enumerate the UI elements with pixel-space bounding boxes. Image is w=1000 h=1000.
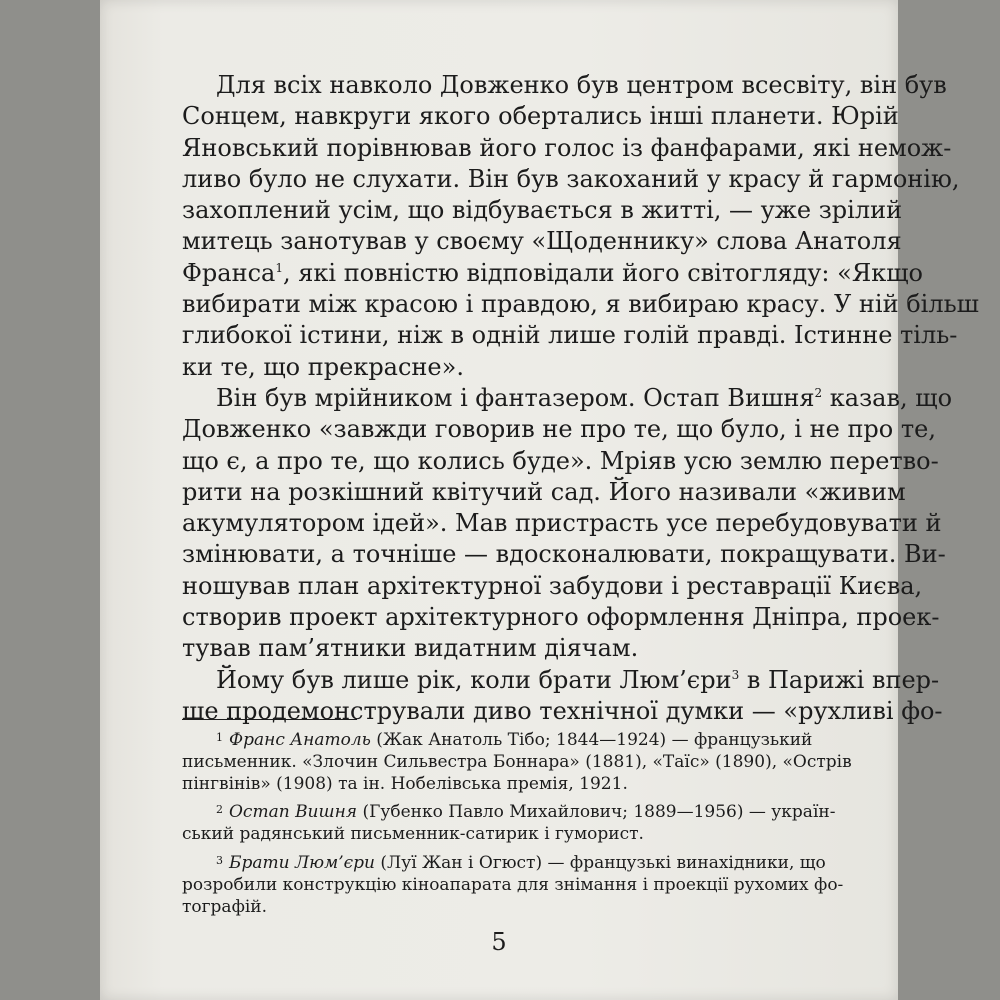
text-line: тував пам’ятники видатним діячам.: [182, 634, 639, 663]
footnote-ref-1[interactable]: 1: [275, 260, 283, 275]
text-line: глибокої істини, ніж в одній лише голій правді. Істинне тіль-: [182, 321, 958, 350]
footnote-line: [182, 727, 813, 752]
footnote-text: (Жак Анатоль Тібо; 1844—1924) — французький: [370, 730, 813, 750]
footnote-line: пінгвінів» (1908) та ін. Нобелівська премія, 1921.: [182, 773, 628, 794]
page-number: 5: [491, 928, 507, 956]
text-line: змінювати, а точніше — вдосконалювати, покращувати. Ви-: [182, 540, 946, 569]
text-line: [182, 665, 940, 696]
footnote-number: 1: [216, 731, 223, 744]
text-fragment: Він був мрійником і фантазером. Остап Вишня: [216, 383, 815, 412]
footnote-line: тографій.: [182, 896, 268, 917]
text-line: митець занотував у своєму «Щоденнику» слова Анатоля: [182, 227, 902, 256]
footnote-number: 3: [216, 853, 223, 867]
text-line: захоплений усім, що відбувається в житті, — уже зрілий: [182, 196, 903, 225]
text-fragment: Йому був лише рік, коли брати Люм’єри: [216, 665, 732, 694]
footnote-line: [182, 799, 836, 824]
footnote-text: (Луї Жан і Огюст) — французькі винахідники, що: [375, 852, 826, 873]
footnote-line: [182, 850, 826, 875]
text-line: Сонцем, навкруги якого обертались інші планети. Юрій: [182, 102, 899, 131]
text-line: рити на розкішний квітучий сад. Його називали «живим: [182, 477, 906, 506]
footnote-text: (Губенко Павло Михайлович; 1889—1956) — україн-: [357, 802, 836, 823]
text-line: що є, а про те, що колись буде». Мріяв усю землю перетво-: [182, 446, 939, 475]
footnote-3: [182, 850, 844, 918]
text-line: [182, 258, 923, 289]
text-line: вибирати між красою і правдою, я вибираю красу. У ній більш: [182, 290, 979, 319]
text-line: Довженко «завжди говорив не про те, що було, і не про те,: [182, 415, 936, 444]
footnote-name: Остап Вишня: [229, 802, 358, 823]
main-text: [182, 70, 979, 727]
text-line: ношував план архітектурної забудови і реставрації Києва,: [182, 571, 923, 600]
text-fragment: в Парижі впер-: [739, 665, 940, 694]
footnote-line: письменник. «Злочин Сильвестра Боннара» (1881), «Таїс» (1890), «Острів: [182, 751, 852, 772]
footnote-divider: [182, 719, 357, 720]
footnotes: [182, 727, 852, 922]
footnote-ref-3[interactable]: 3: [731, 667, 740, 682]
text-line: ше продемонстрували диво технічної думки — «рухливі фо-: [182, 696, 943, 725]
footnote-name: Франс Анатоль: [229, 730, 371, 750]
footnote-number: 2: [216, 803, 223, 817]
footnote-ref-2[interactable]: 2: [814, 385, 823, 400]
footnote-1: [182, 727, 852, 795]
footnote-line: ський радянський письменник-сатирик і гуморист.: [182, 824, 644, 845]
text-line: ливо було не слухати. Він був закоханий у красу й гармонію,: [182, 164, 960, 193]
text-fragment: казав, що: [822, 383, 953, 412]
text-line: [182, 383, 953, 414]
footnote-name: Брати Люм’єри: [229, 852, 375, 873]
text-line: ки те, що прекрасне».: [182, 352, 464, 381]
text-fragment: Франса: [182, 258, 276, 287]
footnote-line: розробили конструкцію кіноапарата для знімання і проекції рухомих фо-: [182, 874, 844, 895]
text-line: Яновський порівнював його голос із фанфарами, які немож-: [182, 133, 952, 162]
text-line: Для всіх навколо Довженко був центром всесвіту, він був: [216, 71, 947, 99]
text-line: створив проект архітектурного оформлення Дніпра, проек-: [182, 603, 940, 632]
text-fragment: , які повністю відповідали його світогляду: «Якщо: [282, 258, 923, 287]
book-page: [100, 0, 979, 1000]
footnote-2: [182, 799, 836, 846]
text-line: акумулятором ідей». Мав пристрасть усе перебудовувати й: [182, 509, 942, 538]
